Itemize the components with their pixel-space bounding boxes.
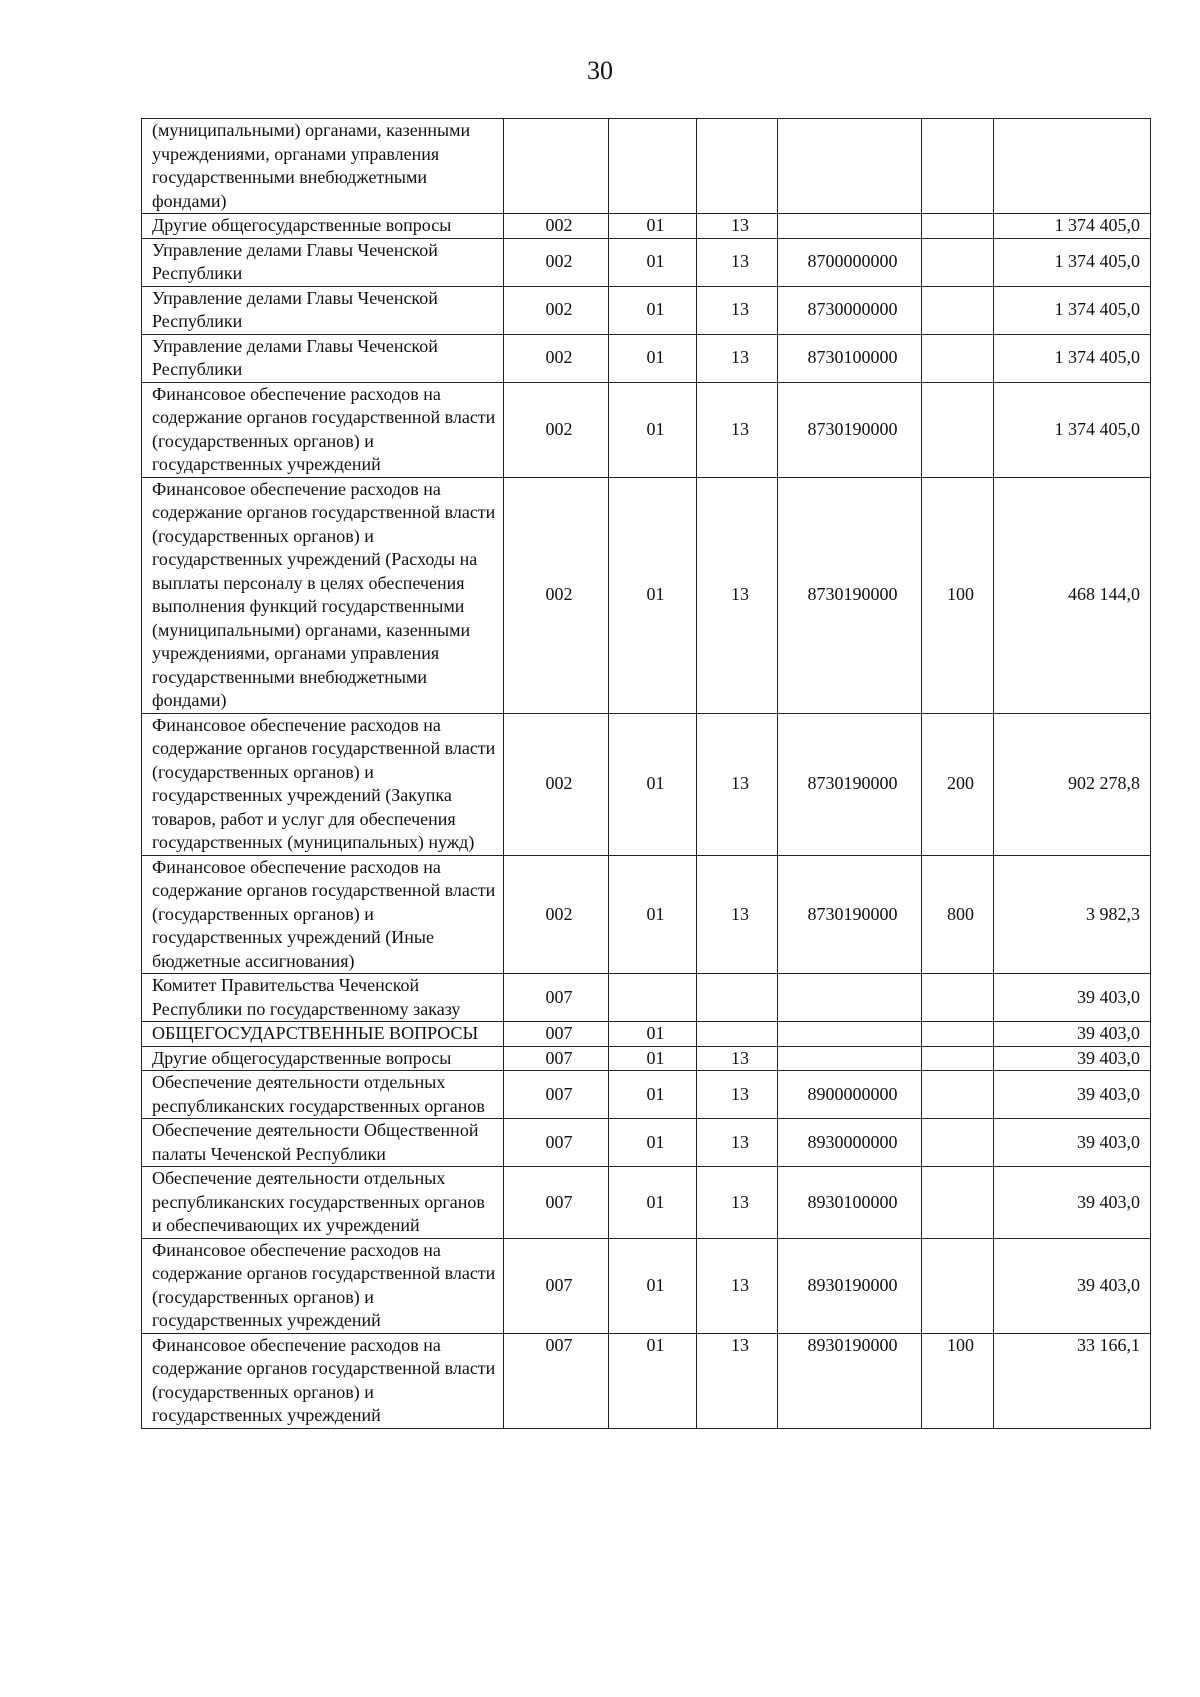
target-article-cell: 8730190000 — [778, 713, 922, 855]
amount-cell: 1 374 405,0 — [994, 334, 1151, 382]
expense-type-cell — [922, 1046, 994, 1071]
table-row — [142, 214, 1151, 239]
expense-type-cell — [922, 1119, 994, 1167]
subsection-code-cell: 13 — [697, 238, 778, 286]
section-code-cell: 01 — [609, 477, 697, 713]
target-article-cell: 8730190000 — [778, 382, 922, 477]
subsection-code-cell: 13 — [697, 855, 778, 974]
amount-cell: 468 144,0 — [994, 477, 1151, 713]
target-article-cell — [778, 1022, 922, 1047]
section-code-cell — [609, 119, 697, 214]
ministry-code-cell: 002 — [504, 713, 609, 855]
amount-cell: 39 403,0 — [994, 1238, 1151, 1333]
ministry-code-cell: 007 — [504, 1046, 609, 1071]
section-code-cell: 01 — [609, 382, 697, 477]
subsection-code-cell: 13 — [697, 477, 778, 713]
subsection-code-cell: 13 — [697, 286, 778, 334]
subsection-code-cell: 13 — [697, 1333, 778, 1428]
row-name-cell: Финансовое обеспечение расходов на содержание органов государственной власти (государственных органов) и государственных учреждений (Закупка товаров, работ и услуг для обеспечения государственных (муниципальных) нужд) — [142, 713, 504, 855]
expense-type-cell — [922, 1071, 994, 1119]
row-name-cell: Комитет Правительства Чеченской Республики по государственному заказу — [142, 974, 504, 1022]
table-row — [142, 477, 1151, 713]
table-row — [142, 1119, 1151, 1167]
amount-cell: 39 403,0 — [994, 974, 1151, 1022]
expense-type-cell: 100 — [922, 477, 994, 713]
ministry-code-cell: 007 — [504, 1119, 609, 1167]
expense-type-cell — [922, 286, 994, 334]
subsection-code-cell: 13 — [697, 1238, 778, 1333]
target-article-cell: 8730000000 — [778, 286, 922, 334]
target-article-cell: 8930100000 — [778, 1167, 922, 1239]
section-code-cell: 01 — [609, 286, 697, 334]
ministry-code-cell: 002 — [504, 382, 609, 477]
table-row — [142, 238, 1151, 286]
target-article-cell: 8930190000 — [778, 1238, 922, 1333]
target-article-cell — [778, 119, 922, 214]
table-row — [142, 119, 1151, 214]
row-name-cell: Финансовое обеспечение расходов на содержание органов государственной власти (государственных органов) и государственных учреждений — [142, 382, 504, 477]
section-code-cell: 01 — [609, 713, 697, 855]
table-row — [142, 1238, 1151, 1333]
expense-type-cell — [922, 119, 994, 214]
target-article-cell: 8700000000 — [778, 238, 922, 286]
ministry-code-cell: 002 — [504, 334, 609, 382]
row-name-cell: Финансовое обеспечение расходов на содержание органов государственной власти (государственных органов) и государственных учреждений (Иные бюджетные ассигнования) — [142, 855, 504, 974]
amount-cell: 1 374 405,0 — [994, 286, 1151, 334]
row-name-cell: Финансовое обеспечение расходов на содержание органов государственной власти (государственных органов) и государственных учреждений — [142, 1333, 504, 1428]
ministry-code-cell: 007 — [504, 1071, 609, 1119]
row-name-cell: Финансовое обеспечение расходов на содержание органов государственной власти (государственных органов) и государственных учреждений — [142, 1238, 504, 1333]
section-code-cell: 01 — [609, 1238, 697, 1333]
amount-cell: 33 166,1 — [994, 1333, 1151, 1428]
subsection-code-cell: 13 — [697, 1071, 778, 1119]
table-row — [142, 286, 1151, 334]
expense-type-cell — [922, 1238, 994, 1333]
amount-cell: 39 403,0 — [994, 1022, 1151, 1047]
row-name-cell: Обеспечение деятельности отдельных республиканских государственных органов — [142, 1071, 504, 1119]
expense-type-cell: 800 — [922, 855, 994, 974]
amount-cell: 1 374 405,0 — [994, 382, 1151, 477]
ministry-code-cell: 007 — [504, 1167, 609, 1239]
row-name-cell: Другие общегосударственные вопросы — [142, 214, 504, 239]
ministry-code-cell: 007 — [504, 1238, 609, 1333]
table-row — [142, 1167, 1151, 1239]
row-name-cell: (муниципальными) органами, казенными учреждениями, органами управления государственными внебюджетными фондами) — [142, 119, 504, 214]
subsection-code-cell: 13 — [697, 1119, 778, 1167]
amount-cell: 1 374 405,0 — [994, 238, 1151, 286]
amount-cell: 39 403,0 — [994, 1119, 1151, 1167]
expense-type-cell — [922, 1167, 994, 1239]
row-name-cell: Обеспечение деятельности Общественной палаты Чеченской Республики — [142, 1119, 504, 1167]
target-article-cell — [778, 1046, 922, 1071]
section-code-cell: 01 — [609, 1167, 697, 1239]
row-name-cell: Обеспечение деятельности отдельных республиканских государственных органов и обеспечивающих их учреждений — [142, 1167, 504, 1239]
expense-type-cell — [922, 238, 994, 286]
expense-type-cell — [922, 334, 994, 382]
section-code-cell: 01 — [609, 1119, 697, 1167]
expense-type-cell: 200 — [922, 713, 994, 855]
expense-type-cell — [922, 214, 994, 239]
section-code-cell: 01 — [609, 855, 697, 974]
table-row — [142, 382, 1151, 477]
section-code-cell: 01 — [609, 238, 697, 286]
amount-cell: 1 374 405,0 — [994, 214, 1151, 239]
table-row — [142, 1046, 1151, 1071]
amount-cell: 3 982,3 — [994, 855, 1151, 974]
subsection-code-cell: 13 — [697, 1046, 778, 1071]
table-row — [142, 1022, 1151, 1047]
row-name-cell: Управление делами Главы Чеченской Республики — [142, 286, 504, 334]
target-article-cell — [778, 214, 922, 239]
section-code-cell: 01 — [609, 214, 697, 239]
table-row — [142, 1333, 1151, 1428]
expense-type-cell — [922, 1022, 994, 1047]
subsection-code-cell: 13 — [697, 334, 778, 382]
ministry-code-cell: 002 — [504, 477, 609, 713]
expense-type-cell — [922, 382, 994, 477]
row-name-cell: Финансовое обеспечение расходов на содержание органов государственной власти (государственных органов) и государственных учреждений (Расходы на выплаты персоналу в целях обеспечения выполнения функций государственными (муниципальными) органами, казенными учреждениями, органами управления государственными внебюджетными фондами) — [142, 477, 504, 713]
row-name-cell: ОБЩЕГОСУДАРСТВЕННЫЕ ВОПРОСЫ — [142, 1022, 504, 1047]
table-row — [142, 713, 1151, 855]
table-row — [142, 1071, 1151, 1119]
row-name-cell: Другие общегосударственные вопросы — [142, 1046, 504, 1071]
amount-cell: 39 403,0 — [994, 1167, 1151, 1239]
ministry-code-cell: 007 — [504, 1333, 609, 1428]
ministry-code-cell: 007 — [504, 974, 609, 1022]
subsection-code-cell: 13 — [697, 713, 778, 855]
ministry-code-cell: 007 — [504, 1022, 609, 1047]
row-name-cell: Управление делами Главы Чеченской Республики — [142, 238, 504, 286]
section-code-cell: 01 — [609, 334, 697, 382]
ministry-code-cell: 002 — [504, 214, 609, 239]
target-article-cell: 8930190000 — [778, 1333, 922, 1428]
ministry-code-cell — [504, 119, 609, 214]
section-code-cell: 01 — [609, 1333, 697, 1428]
subsection-code-cell — [697, 119, 778, 214]
section-code-cell: 01 — [609, 1071, 697, 1119]
amount-cell: 902 278,8 — [994, 713, 1151, 855]
amount-cell: 39 403,0 — [994, 1046, 1151, 1071]
subsection-code-cell — [697, 1022, 778, 1047]
section-code-cell — [609, 974, 697, 1022]
target-article-cell: 8730190000 — [778, 477, 922, 713]
budget-table — [141, 118, 1151, 1429]
expense-type-cell: 100 — [922, 1333, 994, 1428]
section-code-cell: 01 — [609, 1046, 697, 1071]
subsection-code-cell: 13 — [697, 1167, 778, 1239]
target-article-cell: 8930000000 — [778, 1119, 922, 1167]
ministry-code-cell: 002 — [504, 238, 609, 286]
target-article-cell — [778, 974, 922, 1022]
table-row — [142, 334, 1151, 382]
table-row — [142, 974, 1151, 1022]
ministry-code-cell: 002 — [504, 286, 609, 334]
amount-cell: 39 403,0 — [994, 1071, 1151, 1119]
table-row — [142, 855, 1151, 974]
subsection-code-cell: 13 — [697, 382, 778, 477]
page-number: 30 — [587, 56, 613, 85]
target-article-cell: 8730190000 — [778, 855, 922, 974]
amount-cell — [994, 119, 1151, 214]
section-code-cell: 01 — [609, 1022, 697, 1047]
row-name-cell: Управление делами Главы Чеченской Республики — [142, 334, 504, 382]
ministry-code-cell: 002 — [504, 855, 609, 974]
target-article-cell: 8900000000 — [778, 1071, 922, 1119]
subsection-code-cell — [697, 974, 778, 1022]
subsection-code-cell: 13 — [697, 214, 778, 239]
target-article-cell: 8730100000 — [778, 334, 922, 382]
expense-type-cell — [922, 974, 994, 1022]
